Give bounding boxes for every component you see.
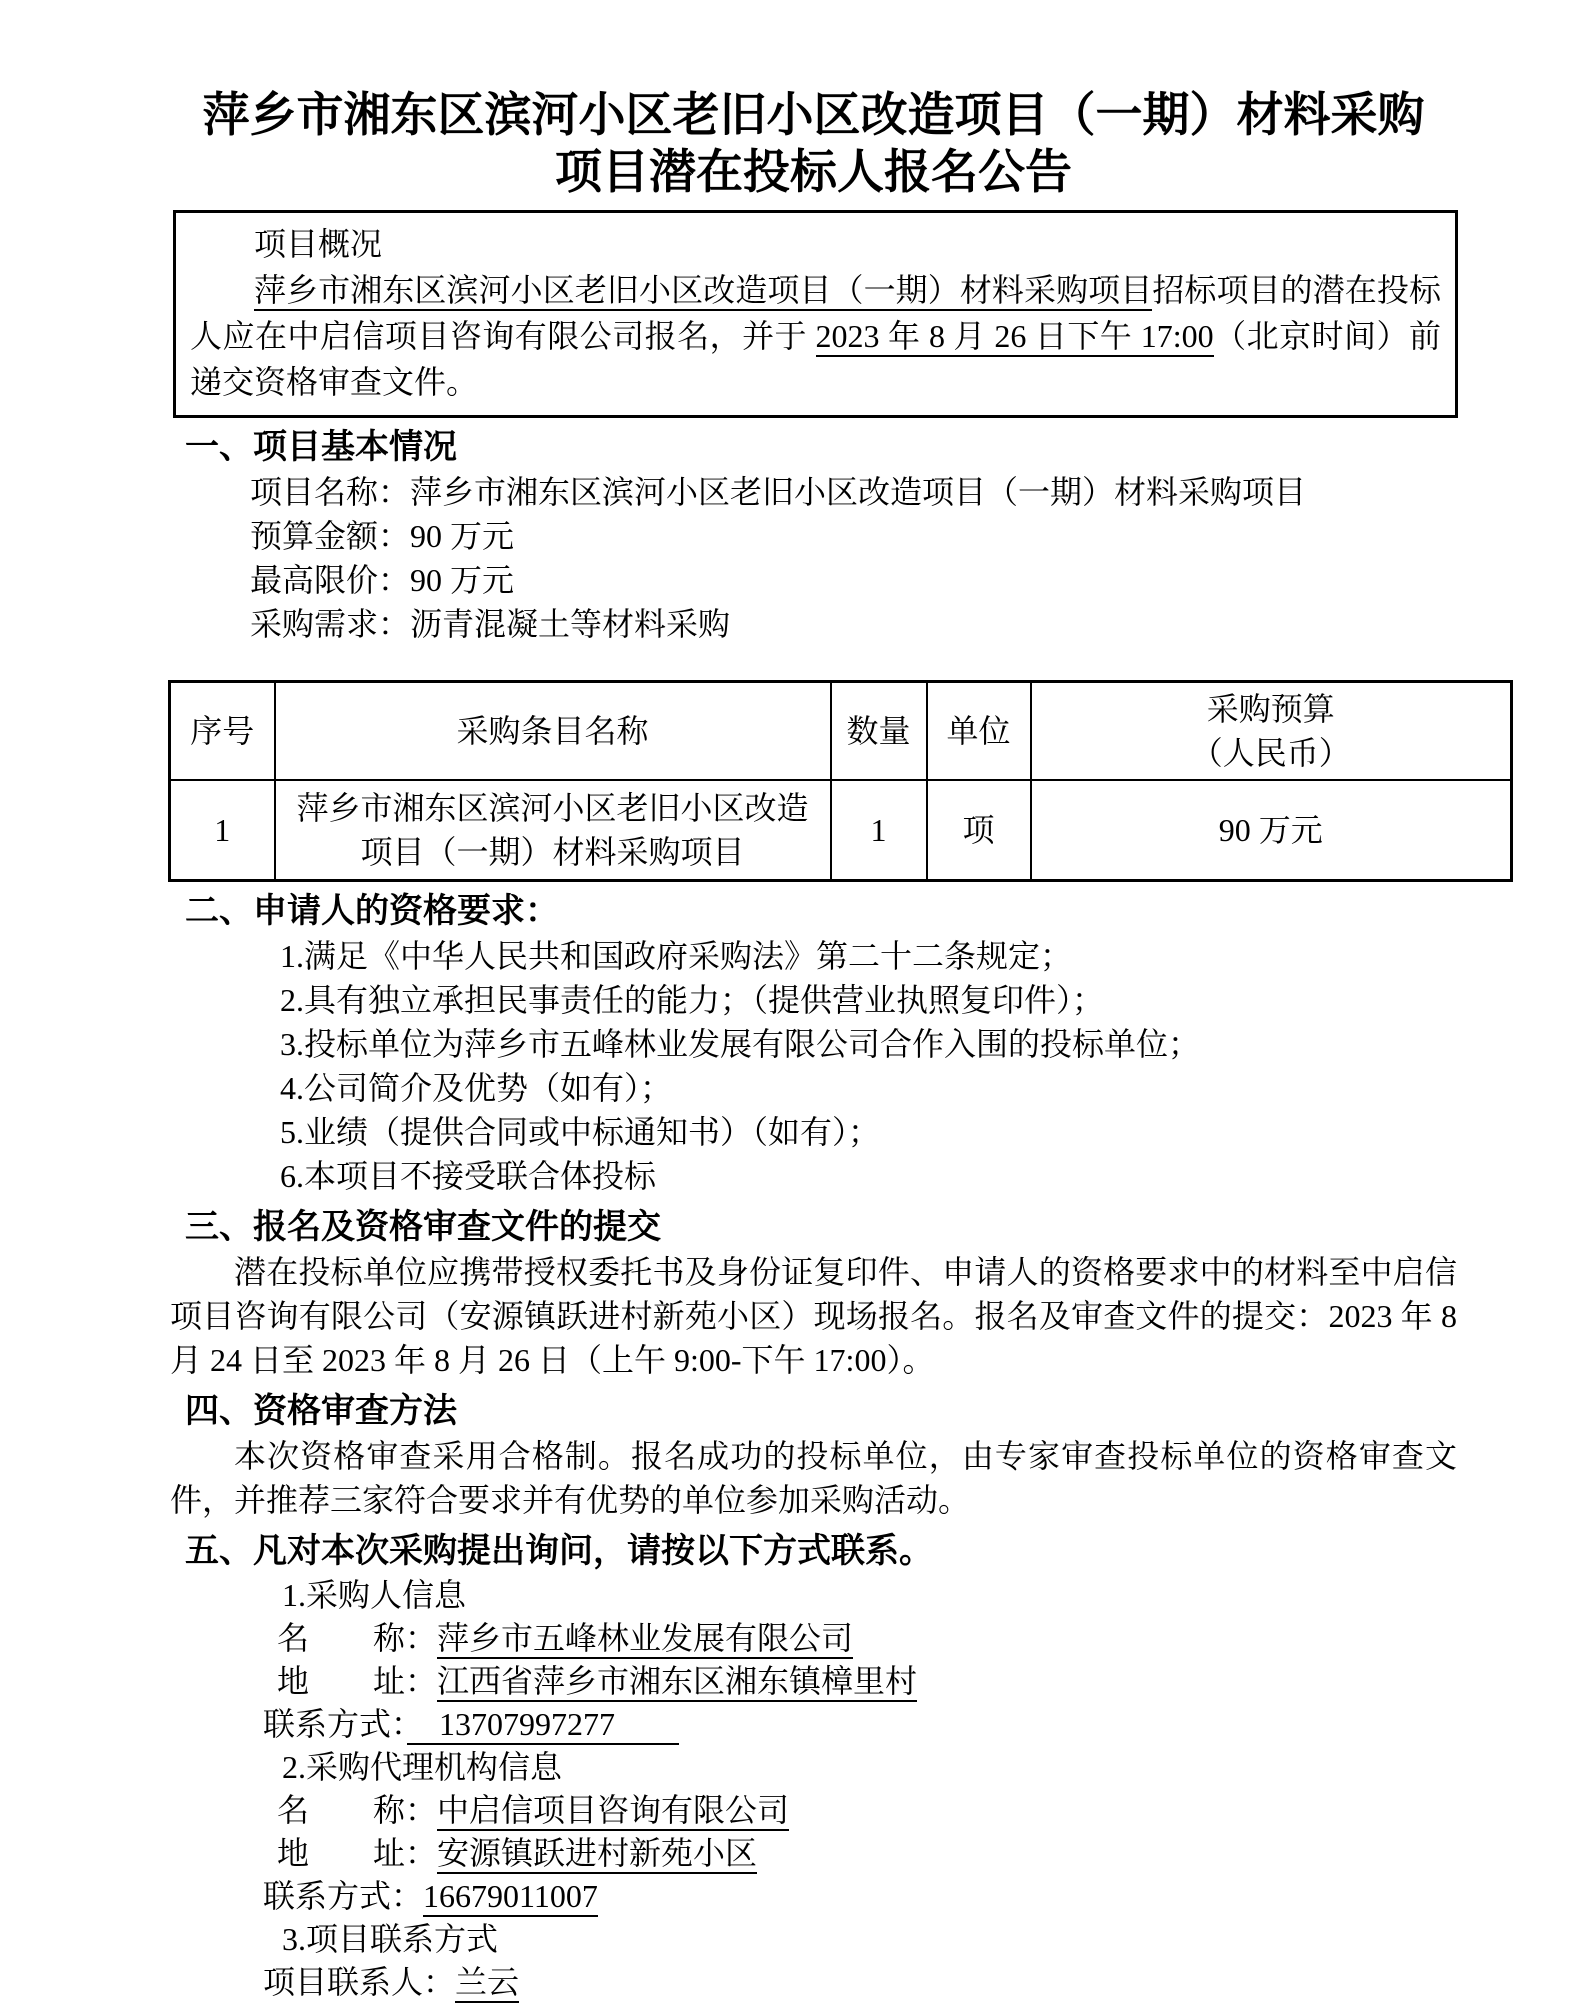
agency-info-subheading: 2.采购代理机构信息 — [282, 1749, 563, 1785]
buyer-info-subheading: 1.采购人信息 — [282, 1577, 467, 1613]
table-row — [170, 780, 1512, 881]
col-header-budget-line1: 采购预算 — [1206, 691, 1335, 727]
requirement-item-3: 3.投标单位为萍乡市五峰林业发展有限公司合作入围的投标单位； — [280, 1026, 1201, 1062]
cell-index: 1 — [170, 780, 275, 881]
requirement-item-2: 2.具有独立承担民事责任的能力；（提供营业执照复印件）； — [280, 982, 1105, 1018]
cell-quantity: 1 — [831, 780, 927, 881]
buyer-phone-value: 13707997277 — [407, 1706, 679, 1745]
buyer-phone-label: 联系方式： — [263, 1706, 408, 1742]
buyer-address-label: 地 址： — [277, 1663, 438, 1699]
project-overview-box — [173, 210, 1458, 418]
procurement-need-line: 采购需求：沥青混凝土等材料采购 — [250, 606, 731, 642]
col-header-index: 序号 — [170, 682, 275, 781]
cell-unit: 项 — [927, 780, 1031, 881]
agency-name-label: 名 称： — [277, 1792, 438, 1828]
project-contact-name: 兰云 — [455, 1964, 519, 2003]
requirement-item-5: 5.业绩（提供合同或中标通知书）（如有）； — [280, 1114, 881, 1150]
buyer-address-line — [170, 1660, 1457, 1703]
agency-address-line — [170, 1832, 1457, 1875]
project-name-line: 项目名称：萍乡市湘东区滨河小区老旧小区改造项目（一期）材料采购项目 — [250, 474, 1307, 510]
overview-heading: 项目概况 — [254, 226, 383, 262]
buyer-name-line — [170, 1617, 1457, 1660]
col-header-budget — [1031, 682, 1512, 781]
agency-name-line — [170, 1789, 1457, 1832]
section4-heading: 四、资格审查方法 — [185, 1393, 457, 1430]
agency-phone-line — [170, 1875, 1457, 1918]
col-header-quantity: 数量 — [831, 682, 927, 781]
buyer-name-label: 名 称： — [277, 1620, 438, 1656]
buyer-phone-line — [170, 1703, 1457, 1746]
project-contact-subheading: 3.项目联系方式 — [282, 1921, 499, 1957]
project-contact-label: 项目联系人： — [263, 1964, 456, 2000]
table-header-row — [170, 682, 1512, 781]
agency-phone-label: 联系方式： — [263, 1878, 424, 1914]
agency-name-value: 中启信项目咨询有限公司 — [437, 1792, 789, 1831]
agency-address-value: 安源镇跃进村新苑小区 — [437, 1835, 757, 1874]
overview-project-name-underlined: 萍乡市湘东区滨河小区老旧小区改造项目（一期）材料采购项目 — [254, 272, 1152, 311]
document-title-line2: 项目潜在投标人报名公告 — [555, 147, 1072, 199]
budget-amount-line: 预算金额：90 万元 — [250, 518, 515, 554]
col-header-budget-line2: （人民币） — [1190, 735, 1351, 771]
buyer-name-value: 萍乡市五峰林业发展有限公司 — [437, 1620, 853, 1659]
requirement-item-6: 6.本项目不接受联合体投标 — [280, 1158, 657, 1194]
document-title-line1: 萍乡市湘东区滨河小区老旧小区改造项目（一期）材料采购 — [202, 90, 1425, 142]
agency-address-label: 地 址： — [277, 1835, 438, 1871]
col-header-item-name: 采购条目名称 — [275, 682, 831, 781]
section3-heading: 三、报名及资格审查文件的提交 — [185, 1209, 661, 1246]
section3-paragraph: 潜在投标单位应携带授权委托书及身份证复印件、申请人的资格要求中的材料至中启信项目咨询有限公司（安源镇跃进村新苑小区）现场报名。报名及审查文件的提交：2023 年 8 月 24 日至 2023 年 8 月 26 日（上午 9:00-下午 17:00）。 — [170, 1254, 1457, 1378]
requirement-item-4: 4.公司简介及优势（如有）； — [280, 1070, 673, 1106]
buyer-address-value: 江西省萍乡市湘东区湘东镇樟里村 — [437, 1663, 917, 1702]
project-contact-line — [170, 1961, 1457, 2004]
procurement-items-table — [168, 680, 1513, 882]
price-limit-line: 最高限价：90 万元 — [250, 562, 515, 598]
cell-item-name: 萍乡市湘东区滨河小区老旧小区改造项目（一期）材料采购项目 — [275, 780, 831, 881]
section1-heading: 一、项目基本情况 — [185, 429, 457, 466]
col-header-unit: 单位 — [927, 682, 1031, 781]
requirement-item-1: 1.满足《中华人民共和国政府采购法》第二十二条规定； — [280, 938, 1073, 974]
section5-heading: 五、凡对本次采购提出询问，请按以下方式联系。 — [185, 1533, 933, 1570]
agency-phone-value: 16679011007 — [423, 1878, 598, 1917]
document-title — [170, 88, 1457, 202]
cell-budget: 90 万元 — [1031, 780, 1512, 881]
section2-heading: 二、申请人的资格要求： — [185, 893, 559, 930]
section4-paragraph: 本次资格审查采用合格制。报名成功的投标单位，由专家审查投标单位的资格审查文件，并推荐三家符合要求并有优势的单位参加采购活动。 — [170, 1438, 1457, 1518]
overview-deadline-underlined: 2023 年 8 月 26 日下午 17:00 — [816, 318, 1214, 357]
overview-text-2: （北京时间）前递交资格审查文件。 — [190, 318, 1441, 400]
overview-paragraph — [190, 267, 1441, 405]
overview-text-1: 招标项目的潜在投标人应在中启信项目咨询有限公司报名，并于 — [190, 272, 1441, 354]
